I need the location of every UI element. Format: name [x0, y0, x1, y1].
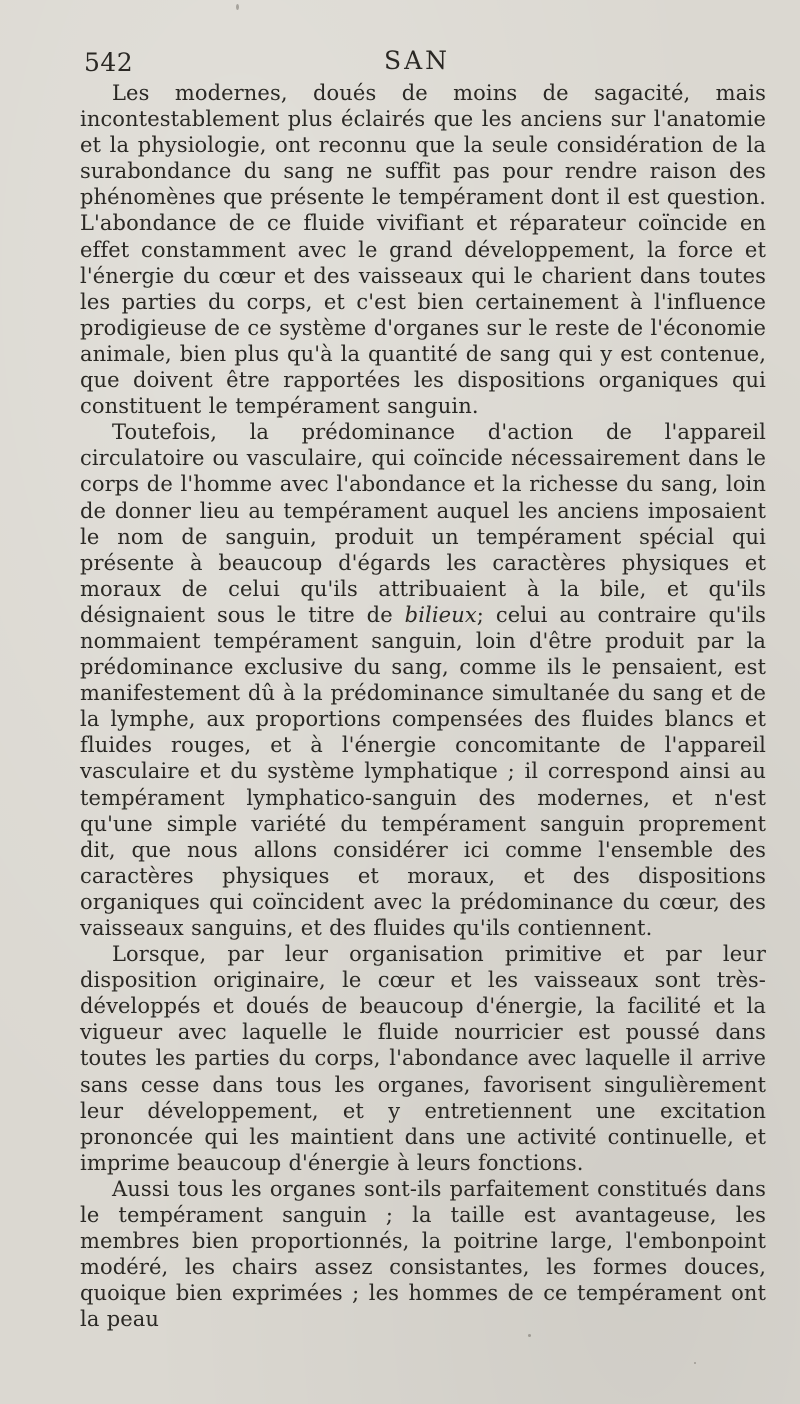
paragraph-text-continued: ; celui au contraire qu'ils nommaient tempérament sanguin, loin d'être produit par la prédominance exclusive du sang, comme ils le pensaient, est manifestement dû à la prédominance simultanée du sang et de la lymphe, aux proportions compensées des fluides blancs et fluides rouges, et à l'énergie concomitante de l'appareil vasculaire et du système lymphatique ; il correspond ainsi au tempérament lymphatico-sanguin des modernes, et n'est qu'une simple variété du tempérament sanguin proprement dit, que nous allons considérer ici comme l'ensemble des caractères physiques et moraux, et des dispositions organiques qui coïncident avec la prédominance du cœur, des vaisseaux sanguins, et des fluides qu'ils contiennent.	[80, 602, 766, 940]
running-head	[80, 44, 766, 76]
paragraph-1	[80, 80, 766, 419]
running-title: SAN	[384, 46, 451, 75]
paragraph-text: Lorsque, par leur organisation primitive et par leur disposition originaire, le cœur et les vaisseaux sont très-développés et doués de beaucoup d'énergie, la facilité et la vigueur avec laquelle le fluide nourricier est poussé dans toutes les parties du corps, l'abondance avec laquelle il arrive sans cesse dans tous les organes, favorisent singulièrement leur développement, et y entretiennent une excitation prononcée qui les maintient dans une activité continuelle, et imprime beaucoup d'énergie à leurs fonctions.	[80, 942, 766, 1175]
paper-speck	[528, 1334, 531, 1337]
body-text	[80, 80, 766, 1333]
italic-term: bilieux	[404, 602, 477, 627]
paragraph-4	[80, 1176, 766, 1333]
paragraph-3	[80, 941, 766, 1176]
paper-speck	[236, 4, 239, 10]
page-number: 542	[84, 48, 134, 77]
paragraph-2	[80, 419, 766, 941]
paper-speck	[694, 1362, 696, 1364]
paragraph-text: Les modernes, doués de moins de sagacité, mais incontestablement plus éclairés que les anciens sur l'anatomie et la physiologie, ont reconnu que la seule considération de la surabondance du sang ne suffit pas pour rendre raison des phénomènes que présente le tempérament dont il est question. L'abondance de ce fluide vivifiant et réparateur coïncide en effet constamment avec le grand développement, la force et l'énergie du cœur et des vaisseaux qui le charient dans toutes les parties du corps, et c'est bien certainement à l'influence prodigieuse de ce système d'organes sur le reste de l'économie animale, bien plus qu'à la quantité de sang qui y est contenue, que doivent être rapportées les dispositions organiques qui constituent le tempérament sanguin.	[80, 81, 766, 419]
paragraph-text: Toutefois, la prédominance d'action de l'appareil circulatoire ou vasculaire, qui coïncide nécessairement dans le corps de l'homme avec l'abondance et la richesse du sang, loin de donner lieu au tempérament auquel les anciens imposaient le nom de sanguin, produit un tempérament spécial qui présente à beaucoup d'égards les caractères physiques et moraux de celui qu'ils attribuaient à la bile, et qu'ils désignaient sous le titre de	[80, 420, 766, 627]
paragraph-text: Aussi tous les organes sont-ils parfaitement constitués dans le tempérament sanguin ; la taille est avantageuse, les membres bien proportionnés, la poitrine large, l'embonpoint modéré, les chairs assez consistantes, les formes douces, quoique bien exprimées ; les hommes de ce tempérament ont la peau	[80, 1176, 766, 1332]
